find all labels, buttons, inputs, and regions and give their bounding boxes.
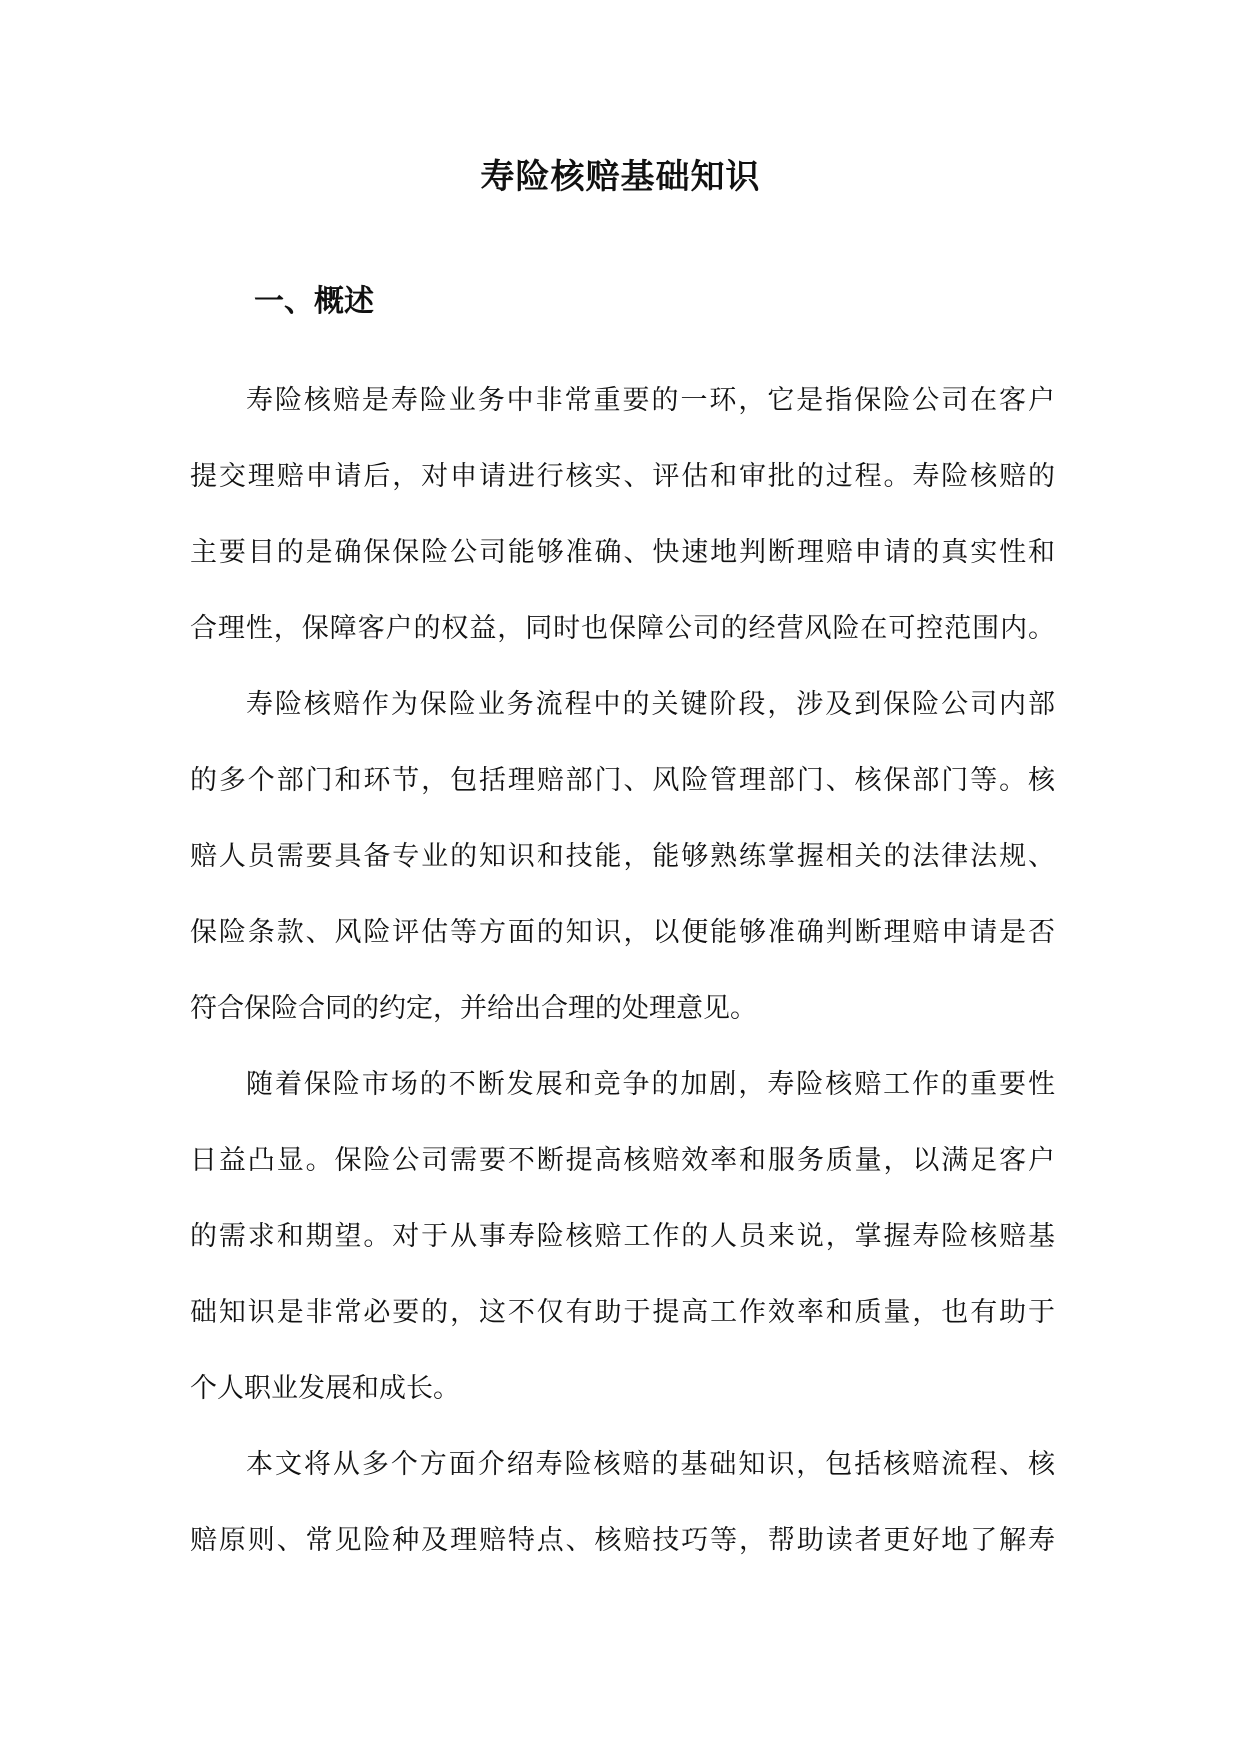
- paragraph: [190, 1047, 1055, 1427]
- text-line: 合理性，保障客户的权益，同时也保障公司的经营风险在可控范围内。: [190, 613, 1055, 644]
- body-text: [190, 363, 1055, 1579]
- page-title: 寿险核赔基础知识: [480, 157, 761, 197]
- text-line: 个人职业发展和成长。: [190, 1373, 460, 1404]
- text-line: 赔原则、常见险种及理赔特点、核赔技巧等，帮助读者更好地了解寿: [190, 1525, 1055, 1556]
- text-line: 主要目的是确保保险公司能够准确、快速地判断理赔申请的真实性和: [190, 537, 1055, 568]
- text-line: 保险条款、风险评估等方面的知识，以便能够准确判断理赔申请是否: [190, 917, 1055, 948]
- section-heading: 一、概述: [254, 284, 374, 319]
- text-line: 本文将从多个方面介绍寿险核赔的基础知识，包括核赔流程、核: [246, 1449, 1055, 1480]
- text-line: 的多个部门和环节，包括理赔部门、风险管理部门、核保部门等。核: [190, 765, 1055, 796]
- text-line: 的需求和期望。对于从事寿险核赔工作的人员来说，掌握寿险核赔基: [190, 1221, 1055, 1252]
- paragraph: [190, 667, 1055, 1047]
- text-line: 日益凸显。保险公司需要不断提高核赔效率和服务质量，以满足客户: [190, 1145, 1055, 1176]
- text-line: 寿险核赔作为保险业务流程中的关键阶段，涉及到保险公司内部: [246, 689, 1055, 720]
- text-line: 随着保险市场的不断发展和竞争的加剧，寿险核赔工作的重要性: [246, 1069, 1055, 1100]
- text-line: 赔人员需要具备专业的知识和技能，能够熟练掌握相关的法律法规、: [190, 841, 1055, 872]
- text-line: 符合保险合同的约定，并给出合理的处理意见。: [190, 993, 757, 1024]
- paragraph: [190, 363, 1055, 667]
- text-line: 提交理赔申请后，对申请进行核实、评估和审批的过程。寿险核赔的: [190, 461, 1055, 492]
- text-line: 寿险核赔是寿险业务中非常重要的一环，它是指保险公司在客户: [246, 385, 1055, 416]
- paragraph: [190, 1427, 1055, 1579]
- text-line: 础知识是非常必要的，这不仅有助于提高工作效率和质量，也有助于: [190, 1297, 1055, 1328]
